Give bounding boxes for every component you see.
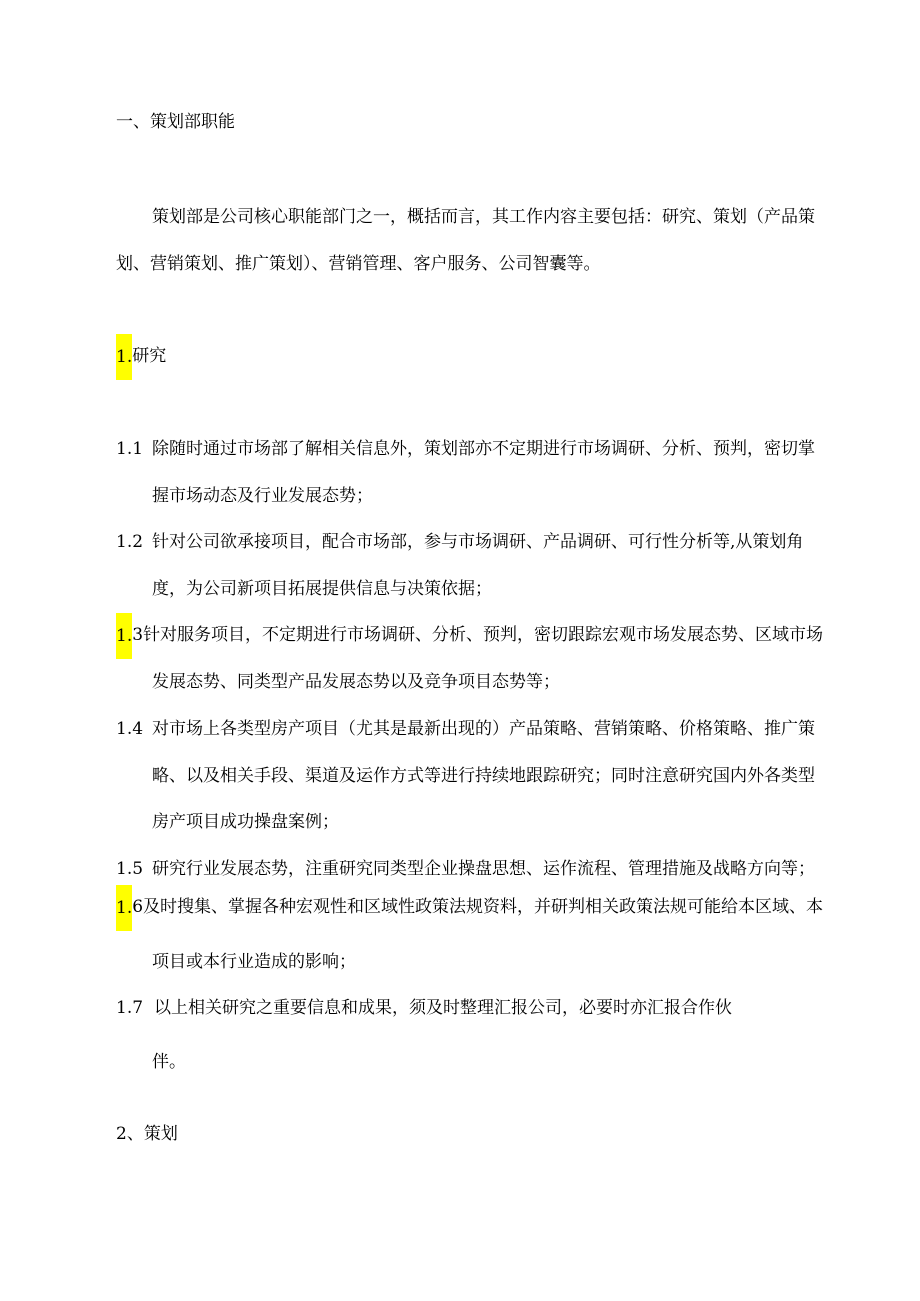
item-1-6-line-1: 及时搜集、掌握各种宏观性和区域性政策法规资料，并研判相关政策法规可能给本区域、本 — [143, 897, 824, 917]
item-1-2-line-2: 度，为公司新项目拓展提供信息与决策依据； — [152, 579, 492, 599]
item-1-7-line-1: 以上相关研究之重要信息和成果，须及时整理汇报公司，必要时亦汇报合作伙 — [154, 998, 732, 1018]
item-1-2-number: 1.2 — [116, 532, 144, 552]
item-1-1-line-1: 除随时通过市场部了解相关信息外，策划部亦不定期进行市场调研、分析、预判，密切掌 — [152, 439, 815, 459]
item-1-5-line-1: 研究行业发展态势，注重研究同类型企业操盘思想、运作流程、管理措施及战略方向等； — [152, 859, 815, 879]
item-1-6-number-suffix: 6 — [132, 897, 144, 917]
item-1-7-line-2: 伴。 — [152, 1052, 186, 1072]
section-1-number: 1. — [116, 334, 132, 380]
item-1-4-line-3: 房产项目成功操盘案例； — [152, 812, 339, 832]
item-1-2-line-1: 针对公司欲承接项目，配合市场部，参与市场调研、产品调研、可行性分析等,从策划角 — [152, 532, 804, 552]
intro-line-2: 划、营销策划、推广策划）、营销管理、客户服务、公司智囊等。 — [116, 254, 601, 274]
item-1-3-number-suffix: 3 — [132, 625, 144, 645]
section-2-heading: 2、策划 — [116, 1124, 178, 1144]
item-1-4-number: 1.4 — [116, 719, 144, 739]
main-heading: 一、策划部职能 — [116, 112, 235, 132]
item-1-1-line-2: 握市场动态及行业发展态势； — [152, 486, 373, 506]
item-1-6-row — [116, 884, 823, 930]
item-1-4-line-2: 略、以及相关手段、渠道及运作方式等进行持续地跟踪研究；同时注意研究国内外各类型 — [152, 766, 815, 786]
item-1-3-row — [116, 612, 823, 658]
intro-line-1: 策划部是公司核心职能部门之一，概括而言，其工作内容主要包括：研究、策划（产品策 — [152, 207, 815, 227]
item-1-5-number: 1.5 — [116, 859, 144, 879]
item-1-3-number-highlight: 1. — [116, 613, 132, 659]
item-1-7-number: 1.7 — [116, 998, 144, 1018]
item-1-4-line-1: 对市场上各类型房产项目（尤其是最新出现的）产品策略、营销策略、价格策略、推广策 — [152, 719, 815, 739]
section-1-heading — [116, 333, 166, 379]
item-1-1-number: 1.1 — [116, 439, 144, 459]
section-1-title: 研究 — [132, 346, 167, 366]
item-1-6-line-2: 项目或本行业造成的影响； — [152, 952, 356, 972]
item-1-3-line-1: 针对服务项目，不定期进行市场调研、分析、预判，密切跟踪宏观市场发展态势、区域市场 — [143, 625, 824, 645]
item-1-6-number-highlight: 1. — [116, 885, 132, 931]
item-1-3-line-2: 发展态势、同类型产品发展态势以及竞争项目态势等； — [152, 672, 560, 692]
